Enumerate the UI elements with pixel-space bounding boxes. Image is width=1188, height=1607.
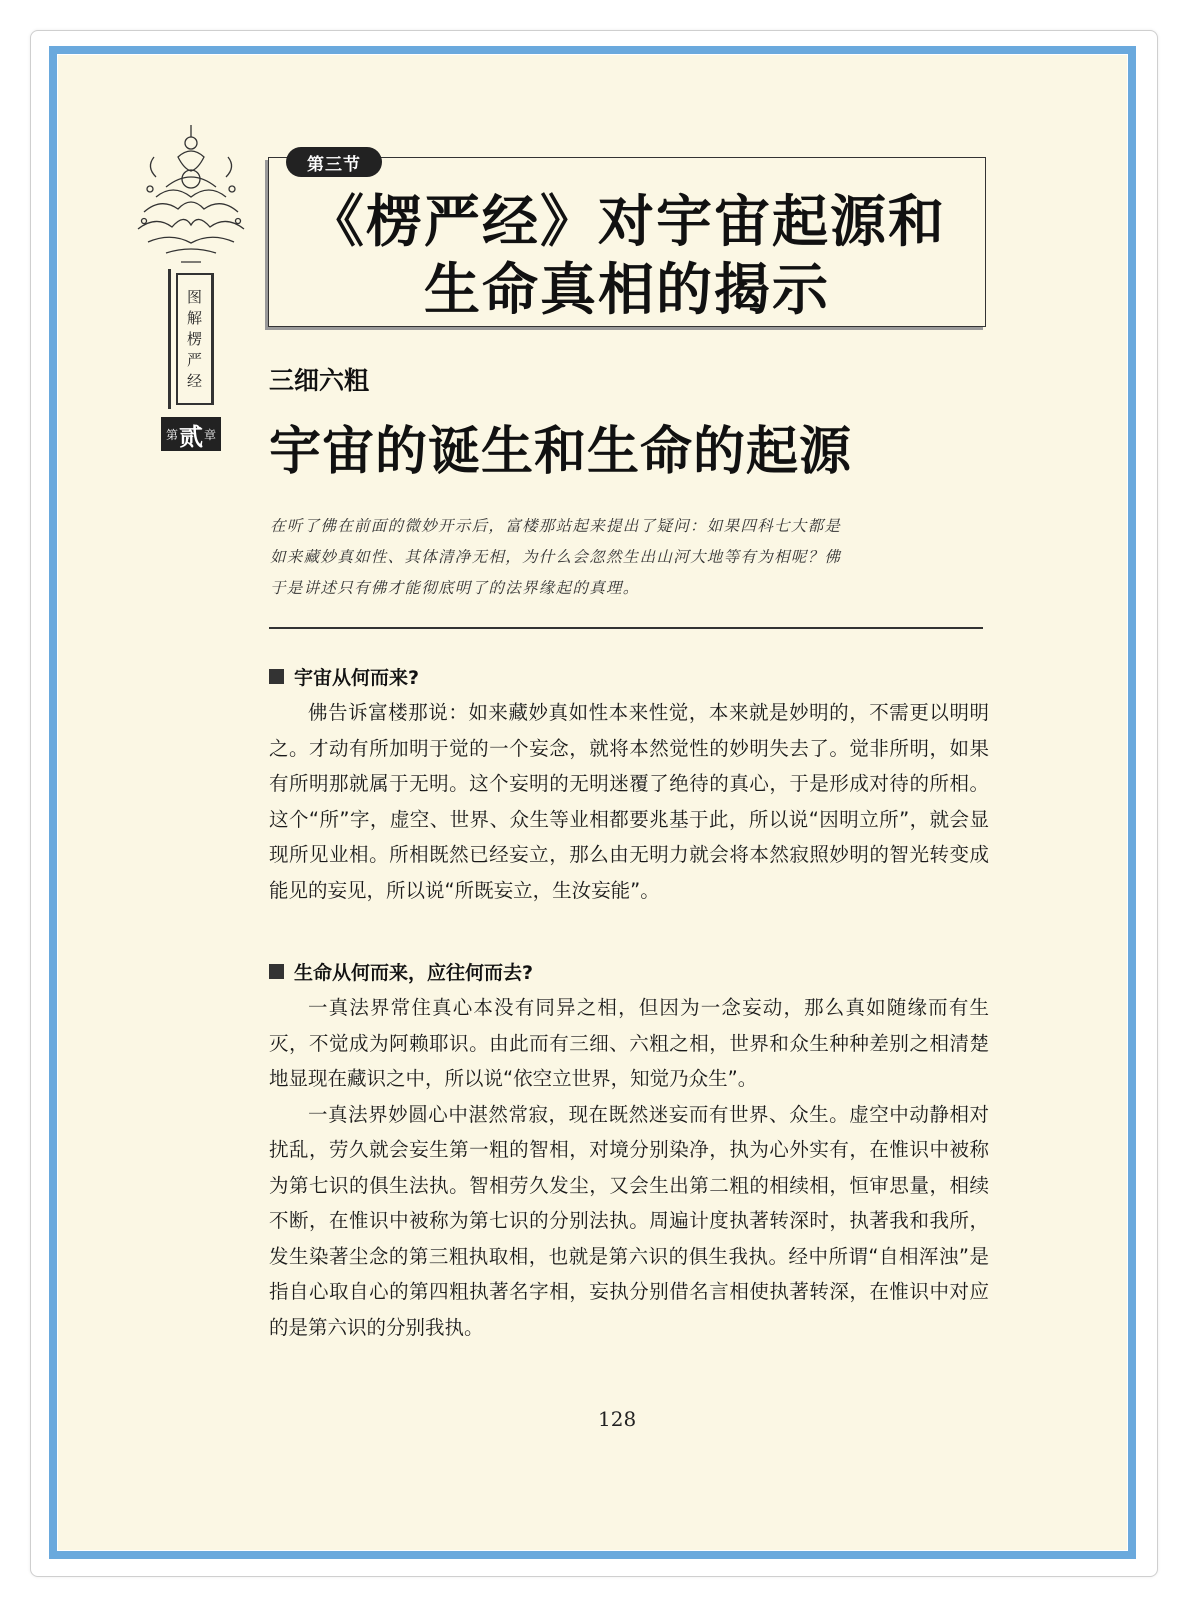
book-page xyxy=(57,54,1128,1551)
chapter-suffix: 章 xyxy=(204,427,217,442)
chapter-tag xyxy=(161,417,221,451)
book-label-char: 严 xyxy=(186,350,202,369)
section-badge: 第三节 xyxy=(286,147,382,177)
intro-paragraph xyxy=(270,511,990,604)
chapter-prefix: 第 xyxy=(165,427,178,442)
book-label-char: 经 xyxy=(186,371,202,390)
subheading: 三细六粗 xyxy=(269,366,370,395)
book-label-char: 图 xyxy=(186,287,202,306)
body-paragraph: 一真法界常住真心本没有同异之相，但因为一念妄动，那么真如随缘而有生灭，不觉成为阿赖耶识。由此而有三细、六粗之相，世界和众生种种差别之相清楚地显现在藏识之中，所以说“依空立世界，知觉乃众生”。 xyxy=(269,996,989,1090)
book-series-label xyxy=(176,273,214,405)
question-heading-text: 宇宙从何而来? xyxy=(294,667,420,689)
question-heading-2 xyxy=(269,958,533,985)
intro-line: 如来藏妙真如性、其体清净无相，为什么会忽然生出山河大地等有为相呢？佛 xyxy=(270,548,842,566)
body-paragraph: 一真法界妙圆心中湛然常寂，现在既然迷妄而有世界、众生。虚空中动静相对扰乱，劳久就会妄生第一粗的智相，对境分别染净，执为心外实有，在惟识中被称为第七识的俱生法执。智相劳久发尘，又会生出第二粗的相续相，恒审思量，相续不断，在惟识中被称为第七识的分别法执。周遍计度执著转深时，执著我和我所，发生染著尘念的第三粗执取相，也就是第六识的俱生我执。经中所谓“自相浑浊”是指自心取自心的第四粗执著名字相，妄执分别借名言相使执著转深，在惟识中对应的是第六识的分别我执。 xyxy=(269,1102,989,1339)
book-label-char: 解 xyxy=(186,308,202,327)
square-bullet-icon xyxy=(269,669,284,684)
section-title-line-2: 生命真相的揭示 xyxy=(424,258,830,323)
intro-line: 在听了佛在前面的微妙开示后，富楼那站起来提出了疑问：如果四科七大都是 xyxy=(270,517,842,535)
title-box xyxy=(268,157,986,327)
section-2-body xyxy=(269,990,989,1345)
lotus-ornament-icon xyxy=(126,117,256,267)
page-border xyxy=(49,46,1136,1559)
divider-rule xyxy=(269,627,983,629)
main-heading: 宇宙的诞生和生命的起源 xyxy=(269,422,853,482)
square-bullet-icon xyxy=(269,964,284,979)
page-number: 128 xyxy=(598,1407,637,1431)
intro-line: 于是讲述只有佛才能彻底明了的法界缘起的真理。 xyxy=(270,579,640,597)
chapter-number: 贰 xyxy=(179,421,203,451)
section-title-line-1: 《楞严经》对宇宙起源和 xyxy=(308,190,946,255)
book-label-char: 楞 xyxy=(186,329,202,348)
body-paragraph: 佛告诉富楼那说：如来藏妙真如性本来性觉，本来就是妙明的，不需更以明明之。才动有所加明于觉的一个妄念，就将本然觉性的妙明失去了。觉非所明，如果有所明那就属于无明。这个妄明的无明迷覆了绝待的真心，于是形成对待的所相。这个“所”字，虚空、世界、众生等业相都要兆基于此，所以说“因明立所”，就会显现所见业相。所相既然已经妄立，那么由无明力就会将本然寂照妙明的智光转变成能见的妄见，所以说“所既妄立，生汝妄能”。 xyxy=(269,701,989,902)
question-heading-1 xyxy=(269,663,419,690)
section-1-body xyxy=(269,695,989,908)
question-heading-text: 生命从何而来，应往何而去? xyxy=(294,962,534,984)
